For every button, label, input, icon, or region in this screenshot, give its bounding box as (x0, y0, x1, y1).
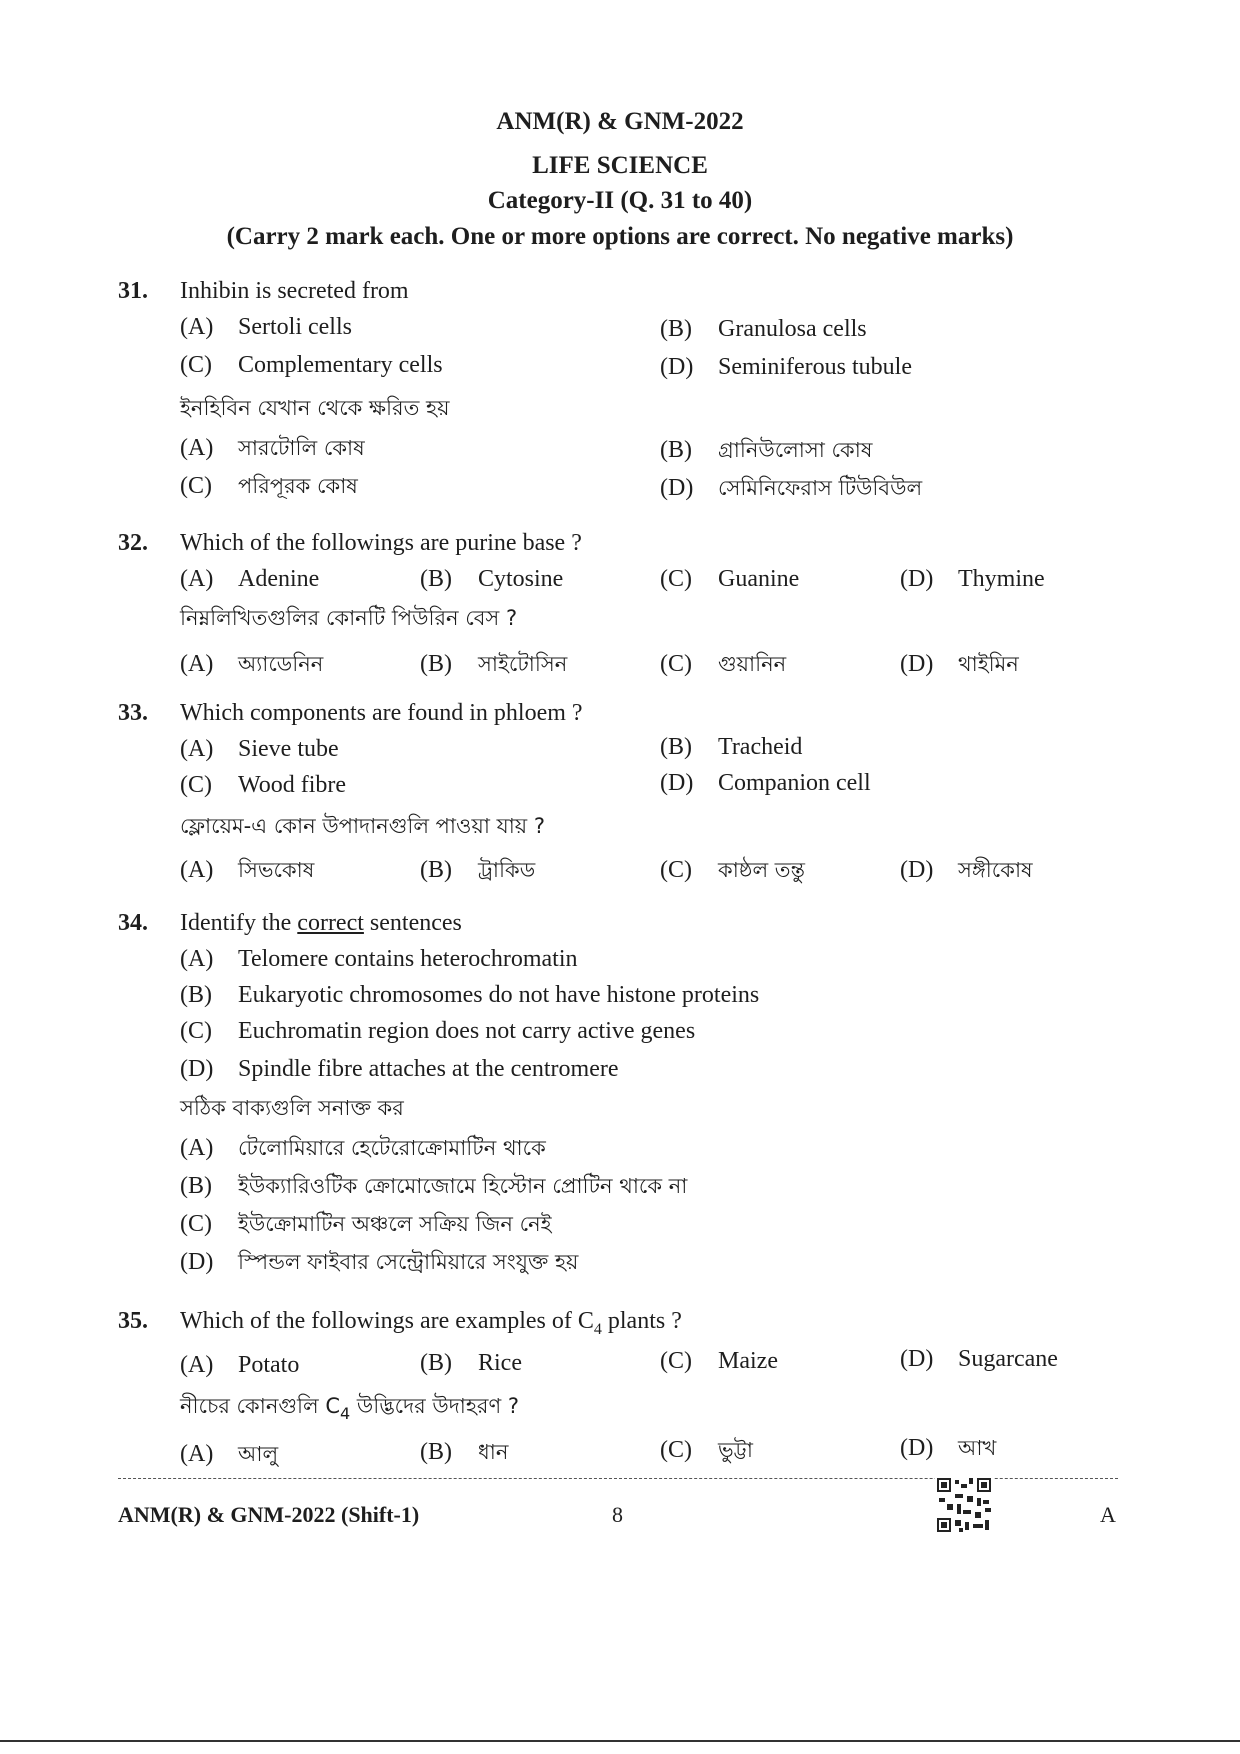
question-text-part: উদ্ভিদের উদাহরণ ? (350, 1394, 519, 1418)
subscript: 4 (340, 1404, 351, 1423)
underlined-word: correct (297, 910, 364, 936)
option-b-bn (420, 1436, 508, 1471)
option-c-en (180, 772, 346, 799)
option-text: সঙ্গীকোষ (958, 858, 1033, 882)
option-text: ভুট্টা (718, 1438, 753, 1462)
option-label: (A) (180, 736, 214, 762)
option-label: (D) (900, 566, 934, 592)
option-label: (D) (900, 651, 934, 677)
question-text-part: plants ? (601, 1308, 682, 1334)
question-text-en: Which components are found in phloem ? (180, 700, 583, 726)
option-text: Maize (718, 1348, 778, 1374)
exam-title: ANM(R) & GNM-2022 (496, 108, 744, 135)
option-text: সিভকোষ (238, 858, 315, 882)
option-label: (D) (900, 857, 934, 883)
option-c-en (180, 352, 443, 379)
option-text: Sugarcane (958, 1346, 1058, 1372)
option-d-bn (180, 1246, 578, 1281)
option-label: (D) (660, 354, 694, 380)
option-d-bn (900, 1432, 996, 1467)
option-b-en (420, 1350, 522, 1377)
option-b-bn (180, 1170, 687, 1205)
option-label: (B) (420, 651, 452, 677)
question-text-en: Which of the followings are purine base ? (180, 530, 582, 556)
option-label: (A) (180, 1441, 214, 1467)
question-text-en (180, 910, 462, 937)
option-text: Euchromatin region does not carry active genes (238, 1018, 696, 1044)
option-b-bn (660, 434, 872, 469)
option-text: Potato (238, 1352, 300, 1378)
option-b-en (180, 982, 759, 1009)
category-title: Category-II (Q. 31 to 40) (487, 187, 753, 214)
option-text: Tracheid (718, 734, 803, 760)
option-d-bn (660, 472, 922, 507)
option-label: (B) (420, 1439, 452, 1465)
option-label: (D) (660, 475, 694, 501)
option-label: (C) (180, 1211, 212, 1237)
option-text: Cytosine (478, 566, 564, 592)
option-label: (B) (660, 437, 692, 463)
question-text-bn (180, 1390, 519, 1425)
question-text-bn: নিম্নলিখিতগুলির কোনটি পিউরিন বেস ? (180, 606, 518, 630)
question-text-en: Inhibin is secreted from (180, 278, 409, 304)
option-label: (C) (180, 1018, 212, 1044)
question-text-part: Which of the followings are examples of C (180, 1308, 594, 1334)
option-a-bn (180, 1438, 278, 1473)
option-label: (A) (180, 566, 214, 592)
option-text: Wood fibre (238, 772, 347, 798)
option-text: Spindle fibre attaches at the centromere (238, 1056, 619, 1082)
option-c-en (660, 566, 799, 593)
subject-title: LIFE SCIENCE (532, 152, 708, 179)
option-label: (B) (660, 734, 692, 760)
option-a-bn (180, 1132, 546, 1167)
set-code: A (1100, 1502, 1116, 1527)
option-b-bn (420, 648, 567, 683)
option-label: (A) (180, 651, 214, 677)
option-a-bn (180, 432, 365, 467)
option-a-bn (180, 854, 314, 889)
question-number: 34. (118, 910, 148, 936)
option-b-en (420, 566, 563, 593)
option-d-en (660, 354, 912, 381)
option-text: Adenine (238, 566, 320, 592)
option-text: গ্রানিউলোসা কোষ (718, 438, 873, 462)
option-label: (C) (660, 651, 692, 677)
option-label: (A) (180, 1352, 214, 1378)
option-text: Complementary cells (238, 352, 443, 378)
option-label: (D) (900, 1346, 934, 1372)
option-a-en (180, 736, 339, 763)
option-label: (C) (180, 352, 212, 378)
option-c-en (180, 1018, 695, 1045)
option-text: Sieve tube (238, 736, 339, 762)
option-label: (C) (660, 1437, 692, 1463)
option-a-bn (180, 648, 323, 683)
option-c-bn (660, 854, 805, 889)
option-d-en (660, 770, 871, 797)
option-text: ধান (478, 1440, 509, 1464)
option-text: আলু (238, 1442, 279, 1466)
option-text: সারটোলি কোষ (238, 436, 365, 460)
option-label: (B) (660, 316, 692, 342)
option-c-bn (660, 648, 786, 683)
option-d-bn (900, 648, 1019, 683)
option-a-en (180, 314, 352, 341)
option-d-en (180, 1056, 619, 1083)
option-text: Guanine (718, 566, 800, 592)
option-text: অ্যাডেনিন (238, 652, 324, 676)
option-label: (C) (660, 857, 692, 883)
option-text: কাষ্ঠল তন্তু (718, 858, 806, 882)
question-text-bn: সঠিক বাক্যগুলি সনাক্ত কর (180, 1096, 404, 1120)
question-number: 31. (118, 278, 148, 304)
option-d-en (900, 1346, 1058, 1373)
question-text-bn: ইনহিবিন যেখান থেকে ক্ষরিত হয় (180, 396, 450, 420)
option-c-bn (180, 1208, 552, 1243)
option-text: Granulosa cells (718, 316, 867, 342)
option-label: (C) (660, 1348, 692, 1374)
option-text: সাইটোসিন (478, 652, 568, 676)
footer-exam: ANM(R) & GNM-2022 (Shift-1) (118, 1502, 420, 1527)
option-label: (C) (660, 566, 692, 592)
option-d-bn (900, 854, 1033, 889)
option-text: স্পিন্ডল ফাইবার সেন্ট্রোমিয়ারে সংযুক্ত হয় (238, 1250, 579, 1274)
option-label: (D) (900, 1435, 934, 1461)
question-text-part: Identify the (180, 910, 298, 936)
option-label: (A) (180, 314, 214, 340)
subscript: 4 (593, 1321, 602, 1338)
option-text: Eukaryotic chromosomes do not have histone proteins (238, 982, 760, 1008)
option-text: Seminiferous tubule (718, 354, 912, 380)
option-c-bn (180, 470, 358, 505)
question-text-en (180, 1308, 682, 1339)
option-label: (B) (180, 1173, 212, 1199)
option-text: টেলোমিয়ারে হেটেরোক্রোমাটিন থাকে (238, 1136, 546, 1160)
option-label: (A) (180, 946, 214, 972)
option-b-en (660, 316, 867, 343)
page-bottom-rule (0, 1740, 1240, 1742)
option-b-bn (420, 854, 535, 889)
option-text: আখ (958, 1436, 997, 1460)
option-text: Companion cell (718, 770, 871, 796)
option-label: (A) (180, 435, 214, 461)
option-text: ইউক্রোমাটিন অঞ্চলে সক্রিয় জিন নেই (238, 1212, 552, 1236)
option-label: (D) (180, 1056, 214, 1082)
instructions: (Carry 2 mark each. One or more options are correct. No negative marks) (226, 223, 1014, 250)
option-label: (D) (660, 770, 694, 796)
option-text: Sertoli cells (238, 314, 352, 340)
qr-code-icon (935, 1476, 993, 1534)
option-text: ইউক্যারিওটিক ক্রোমোজোমে হিস্টোন প্রোটিন থাকে না (238, 1174, 688, 1198)
option-label: (D) (180, 1249, 214, 1275)
option-c-en (660, 1348, 778, 1375)
option-b-en (660, 734, 802, 761)
option-label: (C) (180, 473, 212, 499)
option-a-en (180, 946, 578, 973)
question-text-bn: ফ্লোয়েম-এ কোন উপাদানগুলি পাওয়া যায় ? (180, 814, 545, 838)
option-text: Thymine (958, 566, 1045, 592)
option-text: সেমিনিফেরাস টিউবিউল (718, 476, 923, 500)
option-label: (B) (420, 857, 452, 883)
question-text-part: sentences (363, 910, 462, 936)
option-text: ট্রাকিড (478, 858, 536, 882)
question-number: 35. (118, 1308, 148, 1334)
option-label: (B) (420, 566, 452, 592)
option-a-en (180, 1352, 299, 1379)
question-text-part: নীচের কোনগুলি C (180, 1394, 340, 1418)
option-label: (C) (180, 772, 212, 798)
option-a-en (180, 566, 319, 593)
option-d-en (900, 566, 1045, 593)
question-number: 32. (118, 530, 148, 556)
option-label: (B) (420, 1350, 452, 1376)
option-label: (B) (180, 982, 212, 1008)
page-number: 8 (612, 1502, 623, 1527)
option-label: (A) (180, 1135, 214, 1161)
option-c-bn (660, 1434, 753, 1469)
question-number: 33. (118, 700, 148, 726)
option-text: Telomere contains heterochromatin (238, 946, 578, 972)
option-text: গুয়ানিন (718, 652, 787, 676)
option-text: পরিপূরক কোষ (238, 474, 358, 498)
option-text: থাইমিন (958, 652, 1019, 676)
option-text: Rice (478, 1350, 522, 1376)
option-label: (A) (180, 857, 214, 883)
